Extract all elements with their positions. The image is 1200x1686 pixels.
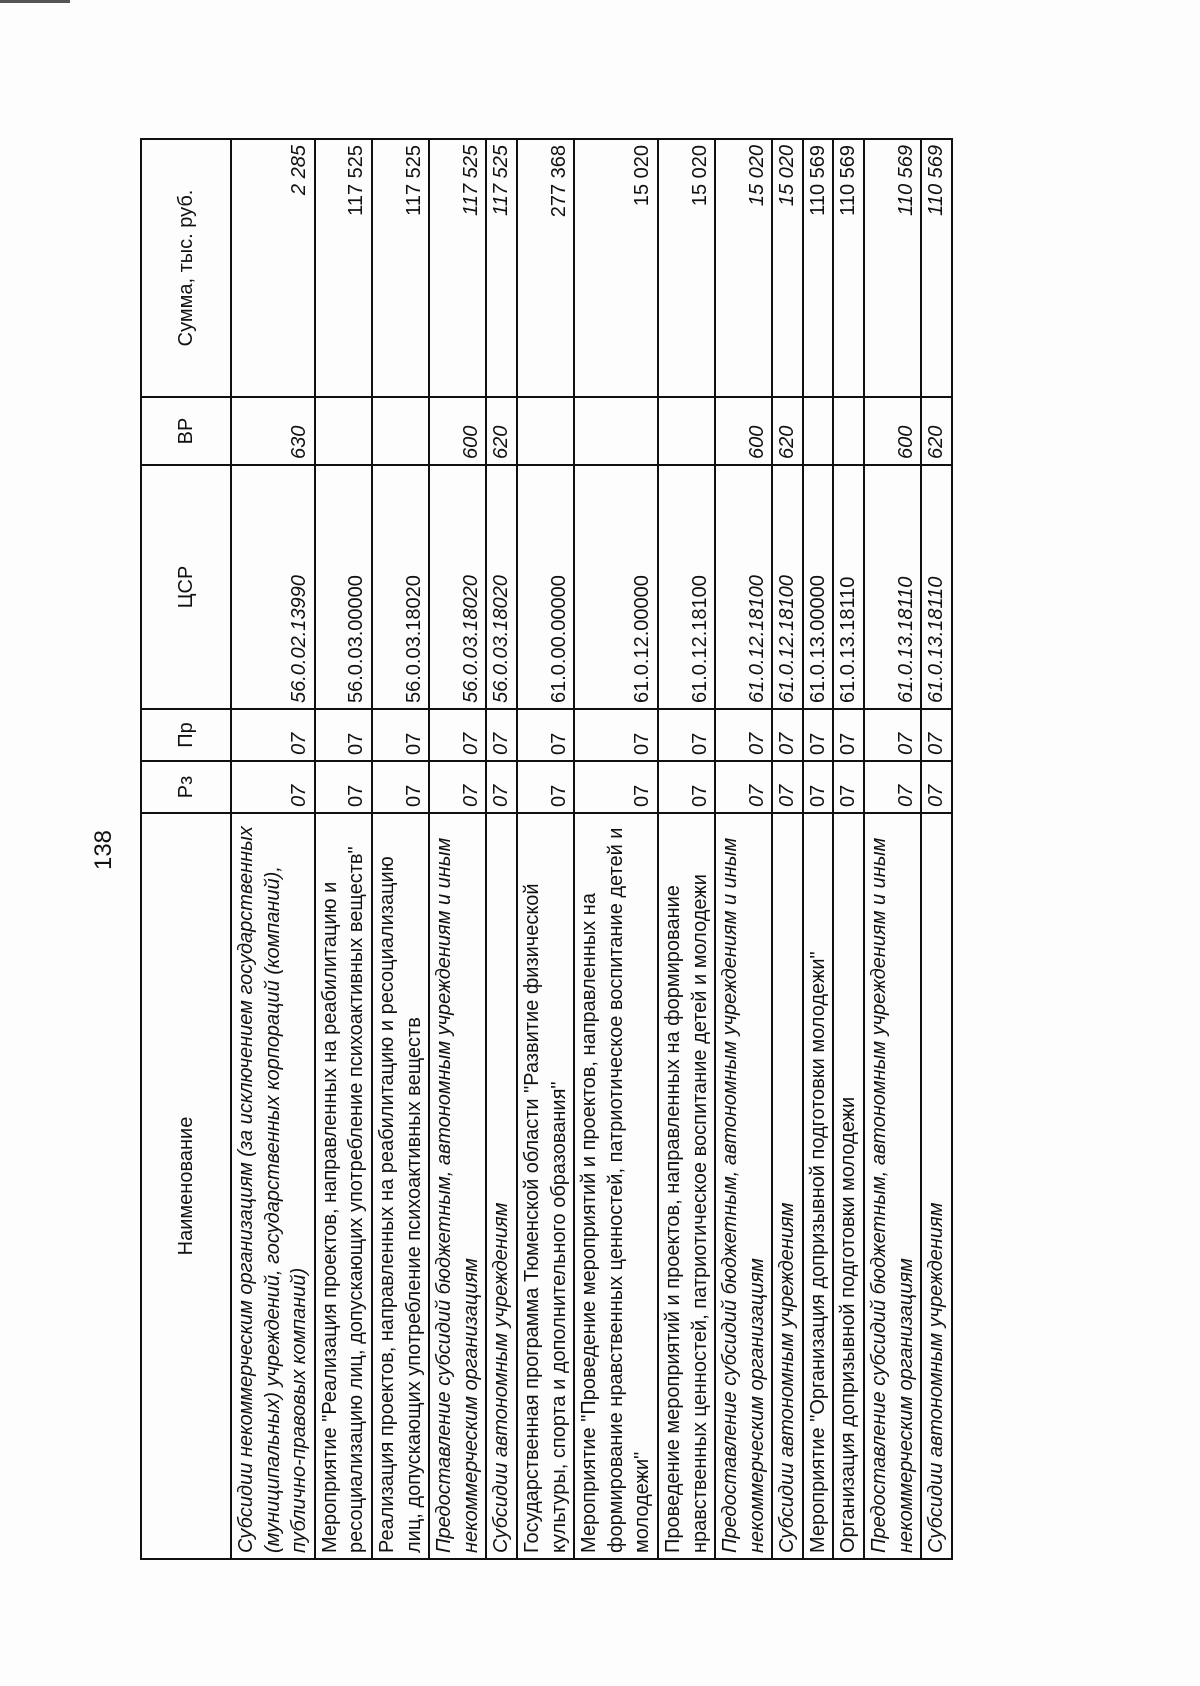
cell-pr: 07 [772, 709, 803, 761]
table-row [517, 139, 574, 1559]
scan-edge-mark [0, 0, 70, 3]
cell-sum: 110 569 [864, 139, 921, 397]
cell-pr: 07 [315, 709, 372, 761]
header-sum: Сумма, тыс. руб. [141, 139, 231, 397]
cell-name: Предоставление субсидий бюджетным, автономным учреждениям и иным некоммерческим организациям [715, 813, 772, 1559]
cell-csr: 56.0.03.00000 [315, 465, 372, 709]
table-row [772, 139, 803, 1559]
table-row [715, 139, 772, 1559]
cell-csr: 61.0.12.18100 [658, 465, 715, 709]
header-pr: Пр [141, 709, 231, 761]
cell-pr: 07 [833, 709, 864, 761]
table-row [833, 139, 864, 1559]
header-name: Наименование [141, 813, 231, 1559]
cell-pr: 07 [803, 709, 834, 761]
cell-sum: 15 020 [715, 139, 772, 397]
cell-vr: 620 [486, 397, 517, 465]
cell-name: Государственная программа Тюменской области "Развитие физической культуры, спорта и дополнительного образования" [517, 813, 574, 1559]
rotated-content [80, 30, 1060, 1560]
cell-csr: 56.0.03.18020 [429, 465, 486, 709]
cell-pr: 07 [658, 709, 715, 761]
cell-name: Организация допризывной подготовки молодежи [833, 813, 864, 1559]
cell-sum: 117 525 [315, 139, 372, 397]
cell-name: Субсидии некоммерческим организациям (за исключением государственных (муниципальных) учреждений, государственных корпораций (компаний), публично-правовых компаний) [231, 813, 315, 1559]
cell-name: Предоставление субсидий бюджетным, автономным учреждениям и иным некоммерческим организациям [864, 813, 921, 1559]
cell-vr [833, 397, 864, 465]
cell-csr: 61.0.13.18110 [864, 465, 921, 709]
table-row [486, 139, 517, 1559]
cell-pr: 07 [486, 709, 517, 761]
cell-csr: 56.0.02.13990 [231, 465, 315, 709]
cell-rz: 07 [658, 761, 715, 813]
budget-table [140, 138, 953, 1560]
table-row [864, 139, 921, 1559]
cell-sum: 117 525 [429, 139, 486, 397]
cell-pr: 07 [231, 709, 315, 761]
cell-sum: 110 569 [921, 139, 952, 397]
cell-pr: 07 [517, 709, 574, 761]
cell-vr [372, 397, 429, 465]
cell-name: Субсидии автономным учреждениям [772, 813, 803, 1559]
cell-vr [658, 397, 715, 465]
cell-name: Субсидии автономным учреждениям [486, 813, 517, 1559]
cell-rz: 07 [231, 761, 315, 813]
cell-sum: 2 285 [231, 139, 315, 397]
cell-vr [803, 397, 834, 465]
cell-name: Мероприятие "Реализация проектов, направленных на реабилитацию и ресоциализацию лиц, допускающих употребление психоактивных веществ" [315, 813, 372, 1559]
cell-csr: 61.0.13.18110 [921, 465, 952, 709]
cell-name: Субсидии автономным учреждениям [921, 813, 952, 1559]
cell-csr: 61.0.13.00000 [803, 465, 834, 709]
cell-sum: 110 569 [803, 139, 834, 397]
cell-rz: 07 [715, 761, 772, 813]
table-row [574, 139, 658, 1559]
cell-pr: 07 [574, 709, 658, 761]
table-row [372, 139, 429, 1559]
cell-pr: 07 [429, 709, 486, 761]
cell-rz: 07 [833, 761, 864, 813]
cell-name: Реализация проектов, направленных на реабилитацию и ресоциализацию лиц, допускающих употребление психоактивных веществ [372, 813, 429, 1559]
cell-rz: 07 [803, 761, 834, 813]
table-header-row [141, 139, 231, 1559]
cell-sum: 15 020 [658, 139, 715, 397]
page-number: 138 [90, 829, 117, 871]
cell-rz: 07 [486, 761, 517, 813]
cell-csr: 56.0.03.18020 [486, 465, 517, 709]
header-vr: ВР [141, 397, 231, 465]
cell-rz: 07 [517, 761, 574, 813]
cell-name: Мероприятие "Проведение мероприятий и проектов, направленных на формирование нравственных ценностей, патриотическое воспитание детей и молодежи" [574, 813, 658, 1559]
cell-csr: 61.0.13.18110 [833, 465, 864, 709]
cell-rz: 07 [864, 761, 921, 813]
cell-pr: 07 [715, 709, 772, 761]
cell-pr: 07 [372, 709, 429, 761]
cell-rz: 07 [372, 761, 429, 813]
cell-csr: 56.0.03.18020 [372, 465, 429, 709]
cell-sum: 110 569 [833, 139, 864, 397]
header-rz: Рз [141, 761, 231, 813]
cell-csr: 61.0.00.00000 [517, 465, 574, 709]
cell-rz: 07 [574, 761, 658, 813]
cell-sum: 117 525 [372, 139, 429, 397]
cell-name: Предоставление субсидий бюджетным, автономным учреждениям и иным некоммерческим организациям [429, 813, 486, 1559]
cell-rz: 07 [921, 761, 952, 813]
table-row [658, 139, 715, 1559]
cell-vr [574, 397, 658, 465]
cell-vr [517, 397, 574, 465]
cell-pr: 07 [864, 709, 921, 761]
cell-pr: 07 [921, 709, 952, 761]
cell-vr: 600 [864, 397, 921, 465]
cell-rz: 07 [315, 761, 372, 813]
cell-vr: 620 [772, 397, 803, 465]
cell-vr: 630 [231, 397, 315, 465]
cell-csr: 61.0.12.18100 [772, 465, 803, 709]
cell-sum: 15 020 [772, 139, 803, 397]
cell-vr [315, 397, 372, 465]
cell-csr: 61.0.12.00000 [574, 465, 658, 709]
table-row [315, 139, 372, 1559]
table-row [921, 139, 952, 1559]
cell-csr: 61.0.12.18100 [715, 465, 772, 709]
cell-vr: 600 [429, 397, 486, 465]
table-row [231, 139, 315, 1559]
cell-vr: 620 [921, 397, 952, 465]
cell-name: Мероприятие "Организация допризывной подготовки молодежи" [803, 813, 834, 1559]
cell-sum: 277 368 [517, 139, 574, 397]
cell-sum: 15 020 [574, 139, 658, 397]
header-csr: ЦСР [141, 465, 231, 709]
cell-sum: 117 525 [486, 139, 517, 397]
table-row [803, 139, 834, 1559]
cell-rz: 07 [429, 761, 486, 813]
cell-rz: 07 [772, 761, 803, 813]
table-row [429, 139, 486, 1559]
cell-vr: 600 [715, 397, 772, 465]
table-body [231, 139, 952, 1559]
cell-name: Проведение мероприятий и проектов, направленных на формирование нравственных ценностей, патриотическое воспитание детей и молодежи [658, 813, 715, 1559]
